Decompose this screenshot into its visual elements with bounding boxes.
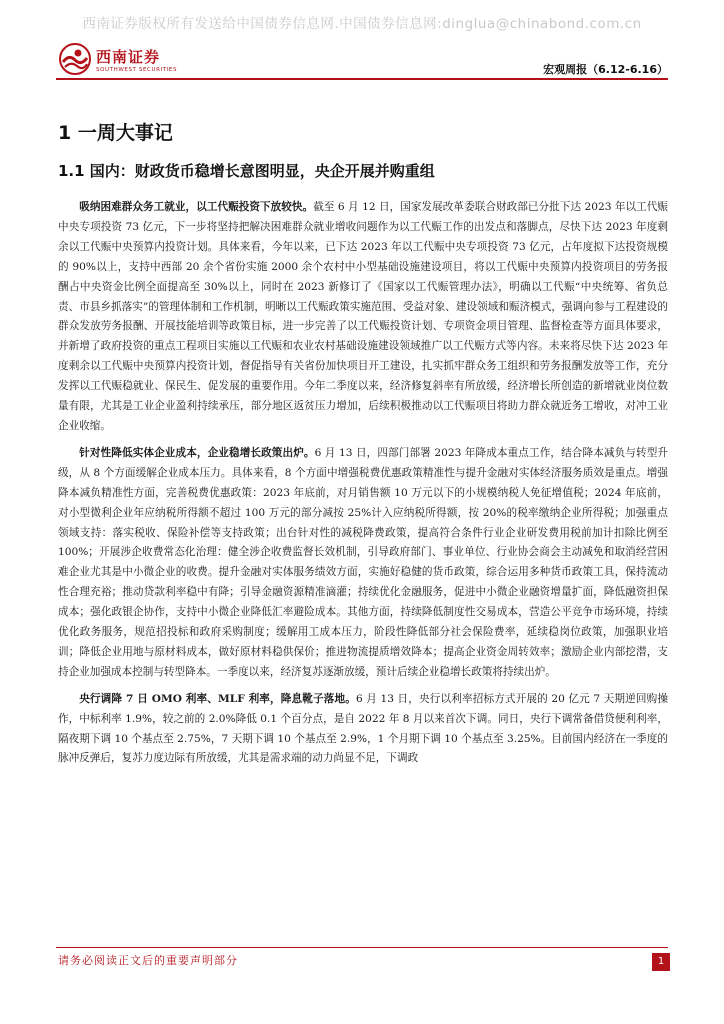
footer-divider (56, 947, 668, 948)
brand-logo (58, 42, 177, 76)
body-content (58, 198, 668, 776)
paragraph-lead: 针对性降低实体企业成本，企业稳增长政策出炉。 (79, 446, 315, 459)
section-heading: 1 一周大事记 (58, 122, 173, 144)
logo-english-name: SOUTHWEST SECURITIES (96, 66, 178, 73)
paragraph-body: 截至 6 月 12 日，国家发展改革委联合财政部已分批下达 2023 年以工代赈中央专项投资 73 亿元，下一步将坚持把解决困难群众就业增收问题作为以工代赈工作的出发点和落脚点，尽快下达 2023 年度剩余以工代赈中央预算内投资计划。具体来看，今年以来，已下达 2023 年以工代赈中央专项投资 73 亿元，占年度拟下达投资规模的 90%以上，支持中西部 20 余个省份实施 2000 余个农村中小型基础设施建设项目，将以工代赈中央预算内投资项目的劳务报酬占中央资金比例全面提高至 30%以上，同时在 2023 新修订了《国家以工代赈管理办法》，明确以工代赈“中央统筹、省负总责、市县乡抓落实”的管理体制和工作机制，明晰以工代赈政策实施范围、受益对象、建设领域和赈济模式，强调向参与工程建设的群众发放劳务报酬、开展技能培训等政策目标，进一步完善了以工代赈投资计划、专项资金项目管理、监督检查等方面具体要求，并新增了政府投资的重点工程项目实施以工代赈和农业农村基础设施建设领域推广以工代赈方式等内容。未来将尽快下达 2023 年度剩余以工代赈中央预算内投资计划，督促指导有关省份加快项目开工建设，扎实抓牢群众务工组织和劳务报酬发放等工作，充分发挥以工代赈稳就业、保民生、促发展的重要作用。今年二季度以来，经济修复斜率有所放缓，经济增长所创造的新增就业岗位数量有限，尤其是工业企业盈利持续承压，部分地区返贫压力增加，后续积极推动以工代赈项目将助力群众就近务工增收，对冲工业企业收缩。 (58, 201, 668, 432)
paragraph-lead: 央行调降 7 日 OMO 利率、MLF 利率，降息靴子落地。 (79, 692, 356, 705)
logo-chinese-name: 西南证券 (96, 47, 161, 66)
paragraph-cost-reduction (58, 444, 668, 683)
paragraph-rate-cut (58, 690, 668, 770)
paragraph-body: 6 月 13 日，四部门部署 2023 年降成本重点工作，结合降本减负与转型升级，从 8 个方面缓解企业成本压力。具体来看，8 个方面中增强税费优惠政策精准性与提升金融对实体经济服务质效是重点。增强降本减负精准性方面，完善税费优惠政策：2023 年底前，对月销售额 10 万元以下的小规模纳税人免征增值税；2024 年底前，对小型微利企业年应纳税所得额不超过 100 万元的部分减按 25%计入应纳税所得额，按 20%的税率缴纳企业所得税；加强重点领域支持：落实税收、保险补偿等支持政策；出台针对性的减税降费政策，提高符合条件行业企业研发费用税前加计扣除比例至 100%；开展涉企收费常态化治理：健全涉企收费监督长效机制，引导政府部门、事业单位、行业协会商会主动减免和取消经营困难企业尤其是中小微企业的收费。提升金融对实体服务绩效方面，实施好稳健的货币政策，综合运用多种货币政策工具，保持流动性合理充裕；推动贷款利率稳中有降；引导金融资源精准滴灌；持续优化金融服务，促进中小微企业融资增量扩面，降低融资担保成本；强化政银企协作，支持中小微企业降低汇率避险成本。其他方面，持续降低制度性交易成本，营造公平竞争市场环境，持续优化政务服务，规范招投标和政府采购制度；缓解用工成本压力，阶段性降低部分社会保险费率，延续稳岗位政策，加强职业培训；降低企业用地与原材料成本，做好原材料稳供保价；推进物流提质增效降本；提高企业资金周转效率；激励企业内部挖潜，支持企业加强成本控制与转型降本。一季度以来，经济复苏逐渐放缓，预计后续企业稳增长政策将持续出炉。 (58, 446, 669, 678)
disclaimer-note: 请务必阅读正文后的重要声明部分 (58, 954, 238, 967)
page-number: 1 (652, 953, 670, 971)
header-divider (56, 78, 668, 80)
subsection-heading: 1.1 国内：财政货币稳增长意图明显，央企开展并购重组 (58, 162, 435, 180)
report-tag: 宏观周报（6.12-6.16） (543, 63, 668, 76)
sun-wave-logo-icon (58, 42, 92, 76)
paragraph-work-relief (58, 198, 668, 437)
watermark: 西南证券版权所有发送给中国债券信息网.中国债券信息网:dinglua@chinabond.com.cn (82, 16, 642, 32)
paragraph-lead: 吸纳困难群众务工就业，以工代赈投资下放较快。 (79, 201, 314, 213)
paragraph-body: 6 月 13 日，央行以利率招标方式开展的 20 亿元 7 天期逆回购操作，中标利率 1.9%，较之前的 2.0%降低 0.1 个百分点，是自 2022 年 8 月以来首次下调。同日，央行下调常备借贷便利利率，隔夜期下调 10 个基点至 2.75%，7 天期下调 10 个基点至 2.9%，1 个月期下调 10 个基点至 3.25%。目前国内经济在一季度的脉冲反弹后，复苏力度边际有所放缓，尤其是需求端的动力尚显不足，下调政 (58, 692, 668, 765)
